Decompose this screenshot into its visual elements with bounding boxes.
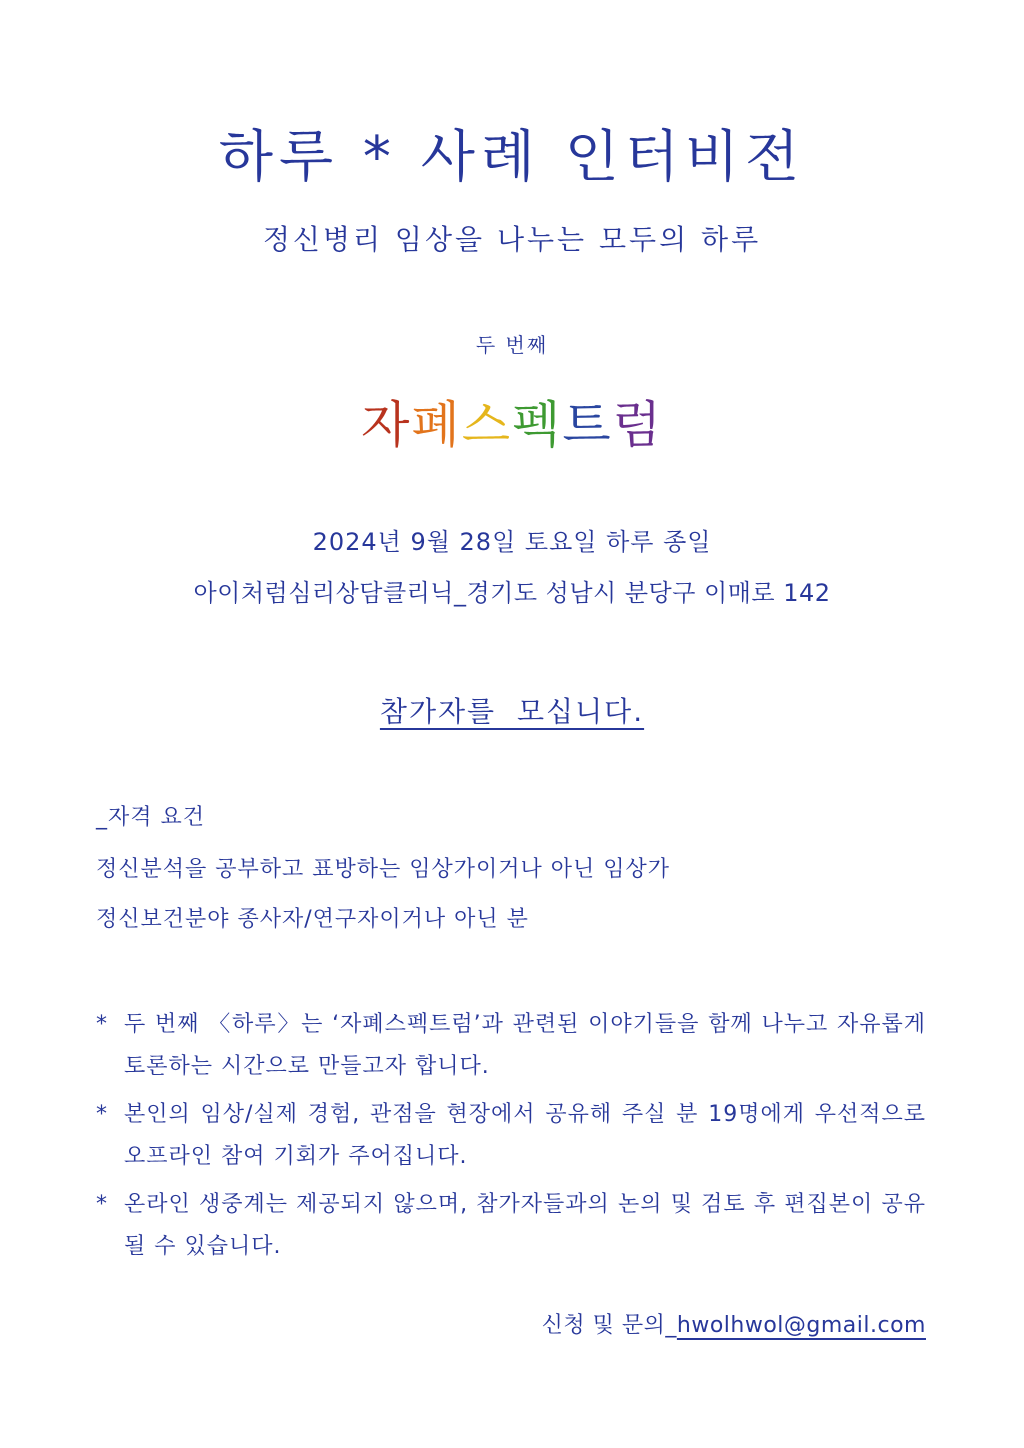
- recruit-heading: 참가자를 모십니다.: [379, 695, 645, 728]
- theme-letter: 폐: [411, 396, 462, 454]
- qualification-item: 정신분석을 공부하고 표방하는 임상가이거나 아닌 임상가: [96, 857, 671, 882]
- contact-email-link[interactable]: hwolhwol@gmail.com: [676, 1313, 926, 1338]
- asterisk-marker: *: [96, 1012, 108, 1037]
- event-venue: 아이처럼심리상담클리닉_경기도 성남시 분당구 이매로 142: [193, 579, 831, 607]
- contact-line: [542, 1306, 926, 1346]
- asterisk-marker: *: [96, 1102, 108, 1127]
- qualification-item: 정신보건분야 종사자/연구자이거나 아닌 분: [96, 907, 529, 932]
- page-title: 하루 * 사례 인터비전: [218, 125, 806, 190]
- page-subtitle: 정신병리 임상을 나누는 모두의 하루: [262, 223, 762, 256]
- note-text: 온라인 생중계는 제공되지 않으며, 참가자들과의 논의 및 검토 후 편집본이 공유될 수 있습니다.: [124, 1192, 926, 1259]
- edition-label: 두 번째: [475, 333, 549, 357]
- theme-letter: 자: [361, 396, 412, 454]
- contact-label: 신청 및 문의_: [541, 1313, 677, 1338]
- theme-letter: 펙: [512, 396, 563, 454]
- note-text: 본인의 임상/실제 경험, 관점을 현장에서 공유해 주실 분 19명에게 우선적으로 오프라인 참여 기회가 주어집니다.: [124, 1102, 926, 1169]
- recruit-heading-row: [0, 690, 1024, 734]
- theme-title: [0, 390, 1024, 460]
- qualifications-heading: _자격 요건: [96, 805, 206, 830]
- note-item: [96, 1004, 926, 1088]
- note-item: [96, 1094, 926, 1178]
- theme-letter: 럼: [612, 396, 663, 454]
- asterisk-marker: *: [96, 1192, 108, 1217]
- theme-letter: 트: [562, 396, 613, 454]
- note-text: 두 번째 〈하루〉는 ‘자폐스펙트럼’과 관련된 이야기들을 함께 나누고 자유롭게 토론하는 시간으로 만들고자 합니다.: [124, 1012, 926, 1079]
- theme-letter: 스: [461, 396, 512, 454]
- event-date: 2024년 9월 28일 토요일 하루 종일: [312, 528, 712, 556]
- note-item: [96, 1184, 926, 1268]
